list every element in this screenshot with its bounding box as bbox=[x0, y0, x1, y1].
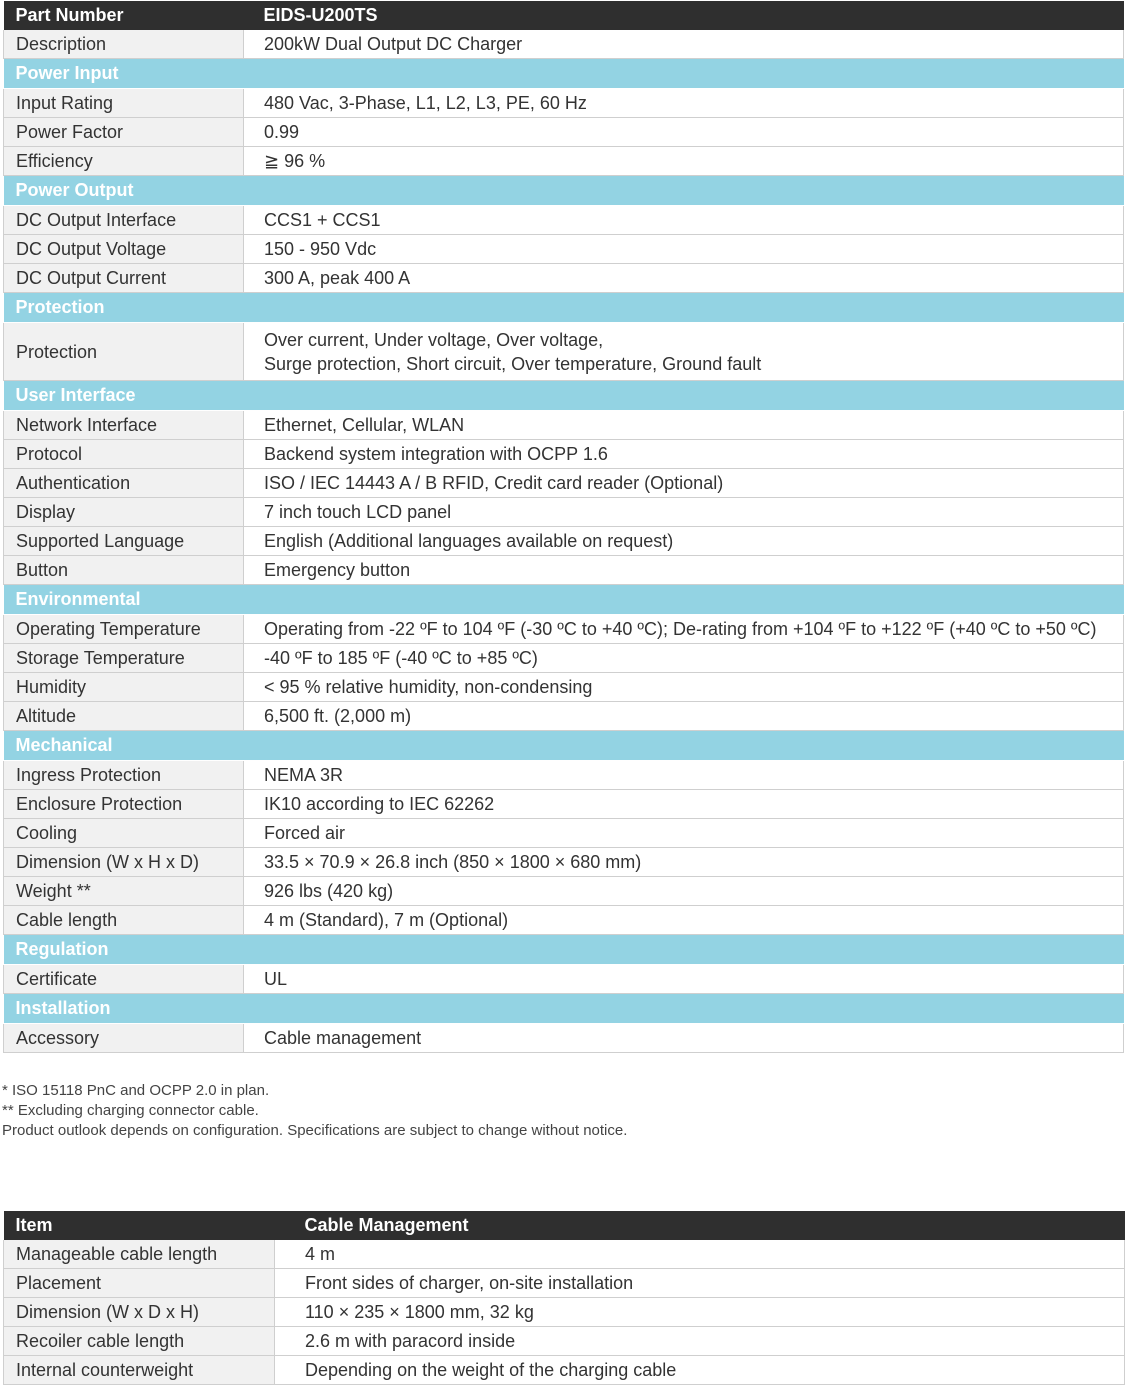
cable-management-header: Cable Management bbox=[275, 1211, 1125, 1240]
row-value: 0.99 bbox=[244, 118, 1124, 147]
section-title: Power Input bbox=[4, 59, 1124, 89]
section-title: Installation bbox=[4, 994, 1124, 1024]
section-regulation bbox=[4, 935, 1124, 965]
row-label: DC Output Current bbox=[4, 264, 244, 293]
row-value: 926 lbs (420 kg) bbox=[244, 877, 1124, 906]
table-row bbox=[4, 644, 1124, 673]
row-label: Altitude bbox=[4, 702, 244, 731]
table-row bbox=[4, 761, 1124, 790]
row-label: Internal counterweight bbox=[4, 1356, 275, 1385]
row-value: 2.6 m with paracord inside bbox=[275, 1327, 1125, 1356]
row-label: Protection bbox=[4, 323, 244, 381]
section-installation bbox=[4, 994, 1124, 1024]
row-label: Weight ** bbox=[4, 877, 244, 906]
table-row bbox=[4, 965, 1124, 994]
row-value: 110 × 235 × 1800 mm, 32 kg bbox=[275, 1298, 1125, 1327]
row-value: CCS1 + CCS1 bbox=[244, 206, 1124, 235]
table-row bbox=[4, 30, 1124, 59]
table-row bbox=[4, 1269, 1125, 1298]
section-mechanical bbox=[4, 731, 1124, 761]
section-power-output bbox=[4, 176, 1124, 206]
row-value: 200kW Dual Output DC Charger bbox=[244, 30, 1124, 59]
table-row bbox=[4, 411, 1124, 440]
cable-management-table bbox=[3, 1211, 1125, 1385]
table-row bbox=[4, 264, 1124, 293]
row-value: Forced air bbox=[244, 819, 1124, 848]
section-title: Protection bbox=[4, 293, 1124, 323]
table-row bbox=[4, 702, 1124, 731]
row-label: DC Output Voltage bbox=[4, 235, 244, 264]
row-label: Power Factor bbox=[4, 118, 244, 147]
row-value: Operating from -22 ºF to 104 ºF (-30 ºC to +40 ºC); De-rating from +104 ºF to +122 ºF (+40 ºC to +50 ºC) bbox=[244, 615, 1124, 644]
row-label: Cooling bbox=[4, 819, 244, 848]
row-value: -40 ºF to 185 ºF (-40 ºC to +85 ºC) bbox=[244, 644, 1124, 673]
part-number-label: Part Number bbox=[4, 1, 244, 30]
table-row bbox=[4, 673, 1124, 702]
row-label: Network Interface bbox=[4, 411, 244, 440]
section-power-input bbox=[4, 59, 1124, 89]
row-label: DC Output Interface bbox=[4, 206, 244, 235]
section-user-interface bbox=[4, 381, 1124, 411]
item-header: Item bbox=[4, 1211, 275, 1240]
table-row bbox=[4, 1356, 1125, 1385]
table-header-row bbox=[4, 1, 1124, 30]
table-row bbox=[4, 440, 1124, 469]
table-row bbox=[4, 556, 1124, 585]
table-row bbox=[4, 147, 1124, 176]
row-label: Button bbox=[4, 556, 244, 585]
table-row bbox=[4, 1240, 1125, 1269]
section-title: Mechanical bbox=[4, 731, 1124, 761]
table-row bbox=[4, 1327, 1125, 1356]
row-label: Input Rating bbox=[4, 89, 244, 118]
footnotes bbox=[2, 1081, 627, 1141]
footnote: ** Excluding charging connector cable. bbox=[2, 1102, 259, 1119]
row-label: Ingress Protection bbox=[4, 761, 244, 790]
row-label: Efficiency bbox=[4, 147, 244, 176]
section-title: Environmental bbox=[4, 585, 1124, 615]
row-label: Humidity bbox=[4, 673, 244, 702]
row-value: Over current, Under voltage, Over voltage, Surge protection, Short circuit, Over temperature, Ground fault bbox=[244, 323, 1124, 381]
row-value: 7 inch touch LCD panel bbox=[244, 498, 1124, 527]
spec-table bbox=[3, 1, 1124, 1053]
row-label: Display bbox=[4, 498, 244, 527]
table-row bbox=[4, 527, 1124, 556]
row-label: Protocol bbox=[4, 440, 244, 469]
row-label: Recoiler cable length bbox=[4, 1327, 275, 1356]
row-label: Operating Temperature bbox=[4, 615, 244, 644]
row-value: Backend system integration with OCPP 1.6 bbox=[244, 440, 1124, 469]
table-row bbox=[4, 848, 1124, 877]
row-label: Authentication bbox=[4, 469, 244, 498]
row-label: Dimension (W x H x D) bbox=[4, 848, 244, 877]
table-row bbox=[4, 877, 1124, 906]
row-value: Depending on the weight of the charging cable bbox=[275, 1356, 1125, 1385]
table-row bbox=[4, 323, 1124, 381]
row-label: Manageable cable length bbox=[4, 1240, 275, 1269]
row-value: IK10 according to IEC 62262 bbox=[244, 790, 1124, 819]
row-label: Dimension (W x D x H) bbox=[4, 1298, 275, 1327]
table-row bbox=[4, 498, 1124, 527]
section-protection bbox=[4, 293, 1124, 323]
section-environmental bbox=[4, 585, 1124, 615]
table-row bbox=[4, 1298, 1125, 1327]
row-value: Emergency button bbox=[244, 556, 1124, 585]
row-value: 300 A, peak 400 A bbox=[244, 264, 1124, 293]
row-value: UL bbox=[244, 965, 1124, 994]
part-number-value: EIDS-U200TS bbox=[244, 1, 1124, 30]
section-title: User Interface bbox=[4, 381, 1124, 411]
row-label: Enclosure Protection bbox=[4, 790, 244, 819]
table-row bbox=[4, 819, 1124, 848]
table-row bbox=[4, 469, 1124, 498]
row-value: ISO / IEC 14443 A / B RFID, Credit card reader (Optional) bbox=[244, 469, 1124, 498]
table-row bbox=[4, 118, 1124, 147]
table-row bbox=[4, 615, 1124, 644]
row-value: 480 Vac, 3-Phase, L1, L2, L3, PE, 60 Hz bbox=[244, 89, 1124, 118]
table-row bbox=[4, 206, 1124, 235]
table-row bbox=[4, 1024, 1124, 1053]
table-row bbox=[4, 790, 1124, 819]
footnote: Product outlook depends on configuration. Specifications are subject to change without notice. bbox=[2, 1122, 628, 1139]
table-row bbox=[4, 89, 1124, 118]
row-value: 33.5 × 70.9 × 26.8 inch (850 × 1800 × 680 mm) bbox=[244, 848, 1124, 877]
section-title: Regulation bbox=[4, 935, 1124, 965]
row-value: Cable management bbox=[244, 1024, 1124, 1053]
row-value: 4 m (Standard), 7 m (Optional) bbox=[244, 906, 1124, 935]
row-label: Storage Temperature bbox=[4, 644, 244, 673]
row-value: NEMA 3R bbox=[244, 761, 1124, 790]
row-value: < 95 % relative humidity, non-condensing bbox=[244, 673, 1124, 702]
row-value: English (Additional languages available on request) bbox=[244, 527, 1124, 556]
row-value: 150 - 950 Vdc bbox=[244, 235, 1124, 264]
row-label: Supported Language bbox=[4, 527, 244, 556]
row-label: Description bbox=[4, 30, 244, 59]
row-value: Ethernet, Cellular, WLAN bbox=[244, 411, 1124, 440]
row-value: 4 m bbox=[275, 1240, 1125, 1269]
table-row bbox=[4, 906, 1124, 935]
row-value: 6,500 ft. (2,000 m) bbox=[244, 702, 1124, 731]
row-value: ≧ 96 % bbox=[244, 147, 1124, 176]
row-value: Front sides of charger, on-site installation bbox=[275, 1269, 1125, 1298]
section-title: Power Output bbox=[4, 176, 1124, 206]
row-label: Placement bbox=[4, 1269, 275, 1298]
row-label: Accessory bbox=[4, 1024, 244, 1053]
row-label: Certificate bbox=[4, 965, 244, 994]
table-row bbox=[4, 235, 1124, 264]
footnote: * ISO 15118 PnC and OCPP 2.0 in plan. bbox=[2, 1082, 270, 1099]
row-label: Cable length bbox=[4, 906, 244, 935]
table-header-row bbox=[4, 1211, 1125, 1240]
